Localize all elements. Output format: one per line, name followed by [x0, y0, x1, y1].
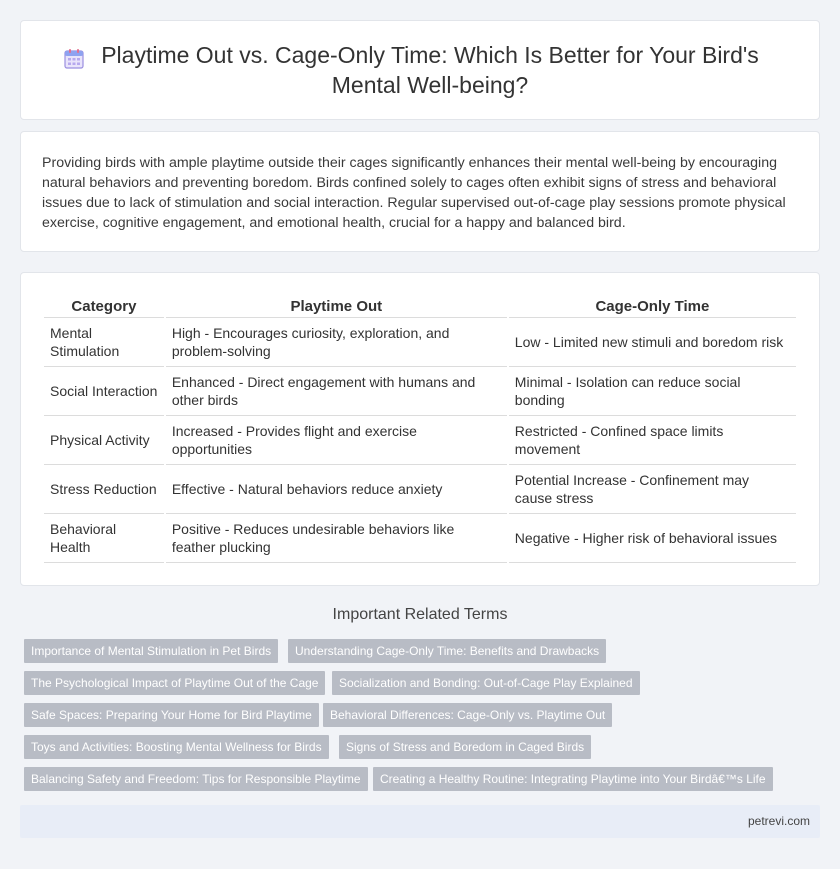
cell-playtime-out: Positive - Reduces undesirable behaviors like feather plucking: [166, 514, 507, 563]
table-row: [44, 367, 796, 416]
site-name[interactable]: petrevi.com: [747, 814, 810, 828]
table-row: [44, 416, 796, 465]
related-term-tag[interactable]: Balancing Safety and Freedom: Tips for Responsible Playtime: [24, 767, 368, 791]
cell-cage-only: Low - Limited new stimuli and boredom risk: [509, 318, 796, 367]
cell-cage-only: Restricted - Confined space limits movement: [509, 416, 796, 465]
related-terms-title: Important Related Terms: [332, 606, 508, 623]
cell-playtime-out: Increased - Provides flight and exercise opportunities: [166, 416, 507, 465]
table-row: [44, 465, 796, 514]
cell-cage-only: Minimal - Isolation can reduce social bonding: [509, 367, 796, 416]
related-term-tag[interactable]: The Psychological Impact of Playtime Out of the Cage: [24, 671, 325, 695]
cell-playtime-out: High - Encourages curiosity, exploration, and problem-solving: [166, 318, 507, 367]
related-term-tag[interactable]: Signs of Stress and Boredom in Caged Birds: [339, 735, 591, 759]
comparison-card: [20, 272, 820, 586]
table-header-row: [44, 296, 796, 318]
cell-category: Social Interaction: [44, 367, 164, 416]
related-term-tag[interactable]: Understanding Cage-Only Time: Benefits and Drawbacks: [288, 639, 606, 663]
cell-category: Mental Stimulation: [44, 318, 164, 367]
column-header-category: Category: [44, 296, 164, 318]
related-term-tag[interactable]: Safe Spaces: Preparing Your Home for Bird Playtime: [24, 703, 319, 727]
intro-paragraph: Providing birds with ample playtime outside their cages significantly enhances their mental well-being by encouraging natural behaviors and preventing boredom. Birds confined solely to cages often exhibit signs of stress and behavioral issues due to lack of stimulation and social interaction. Regular supervised out-of-cage play sessions promote physical exercise, cognitive engagement, and emotional health, crucial for a happy and balanced bird.: [42, 155, 786, 231]
related-term-tag[interactable]: Behavioral Differences: Cage-Only vs. Playtime Out: [323, 703, 612, 727]
cell-cage-only: Negative - Higher risk of behavioral issues: [509, 514, 796, 563]
column-header-cage-only: Cage-Only Time: [509, 296, 796, 318]
page-title: Playtime Out vs. Cage-Only Time: Which Is Better for Your Bird's Mental Well-being?: [101, 42, 759, 98]
related-term-tag[interactable]: Socialization and Bonding: Out-of-Cage Play Explained: [332, 671, 640, 695]
cell-category: Physical Activity: [44, 416, 164, 465]
intro-card: [20, 131, 820, 252]
column-header-playtime-out: Playtime Out: [166, 296, 507, 318]
related-term-tag[interactable]: Importance of Mental Stimulation in Pet Birds: [24, 639, 278, 663]
related-term-tag[interactable]: Toys and Activities: Boosting Mental Wellness for Birds: [24, 735, 329, 759]
cell-category: Stress Reduction: [44, 465, 164, 514]
cell-playtime-out: Effective - Natural behaviors reduce anxiety: [166, 465, 507, 514]
footer-bar: [20, 805, 820, 838]
comparison-table: [42, 296, 798, 563]
cell-category: Behavioral Health: [44, 514, 164, 563]
cell-playtime-out: Enhanced - Direct engagement with humans and other birds: [166, 367, 507, 416]
header-card: [20, 20, 820, 120]
table-row: [44, 514, 796, 563]
related-term-tag[interactable]: Creating a Healthy Routine: Integrating Playtime into Your Birdâ€™s Life: [373, 767, 773, 791]
cell-cage-only: Potential Increase - Confinement may cause stress: [509, 465, 796, 514]
table-row: [44, 318, 796, 367]
